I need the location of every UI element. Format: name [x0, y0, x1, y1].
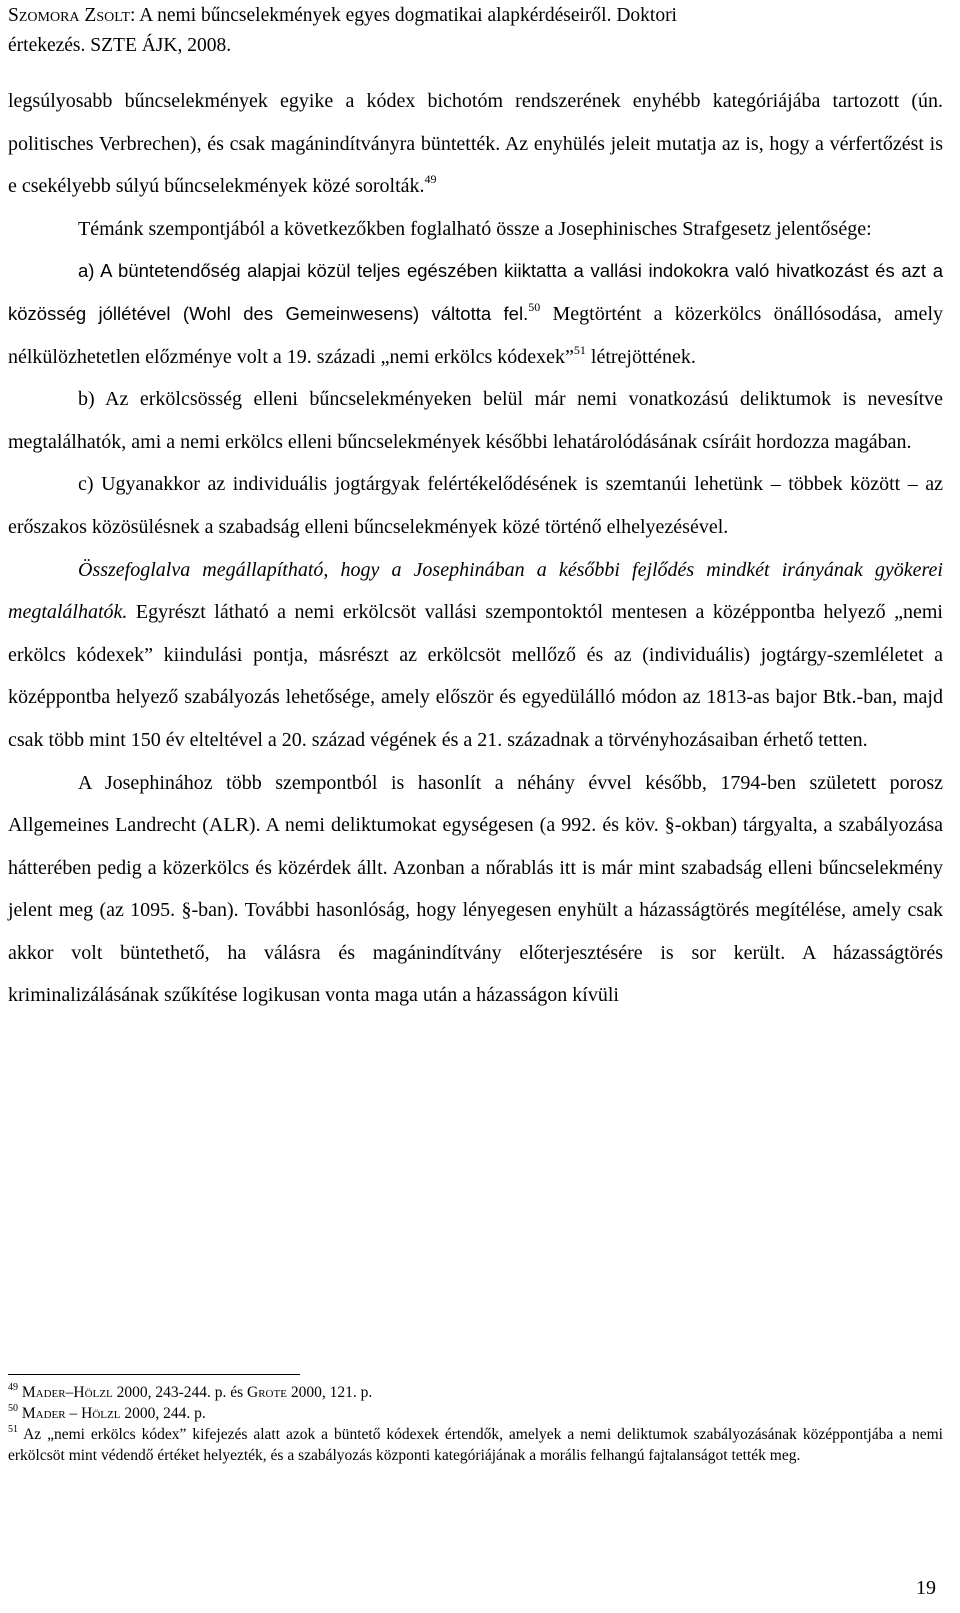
footnote-separator: [8, 1374, 300, 1375]
paragraph: b) Az erkölcsösség elleni bűncselekményeken belül már nemi vonatkozású deliktumok is nevesítve megtalálhatók, ami a nemi erkölcs elleni bűncselekmények későbbi lehatárolódásának csíráit hordozza magában.: [8, 388, 943, 453]
author-initial: S: [8, 5, 19, 26]
page-number: 19: [916, 1577, 936, 1599]
paragraph: Összefoglalva megállapítható, hogy a Josephinában a későbbi fejlődés mindkét irányának gyökerei megtalálhatók. Egyrészt látható a nemi erkölcsöt vallási szempontoktól mentesen a középpontba helyező „nemi erkölcs kódexek” kiindulási pontja, másrészt az erkölcsöt mellőző és az (individuális) jogtárgy-szemléletet a középpontba helyező szabályozás lehetősége, amely először és egyedülálló módon az 1813-as bajor Btk.-ban, majd csak több mint 150 év elteltével a 20. század végének és a 21. századnak a törvényhozásaiban érhető tetten.: [8, 558, 943, 751]
footnote-ref: 51: [573, 342, 586, 357]
footnote: $^{51}$ Az „nemi erkölcs kódex” kifejezés alatt azok a büntető kódexek értendők, amelyek a nemi deliktumok szabályozásának középpontjába a nemi erkölcsöt mint védendő értéket helyezték, és a szabályozás központi kategóriájának a morális felhangú fajtalanságot tették meg.: [8, 1424, 943, 1464]
footnote: $^{50}$ Mader – Hölzl 2000, 244. p.: [8, 1403, 206, 1422]
author-name-smallcaps: solt: [96, 5, 131, 26]
header-title-line2: értekezés. SZTE ÁJK, 2008.: [8, 35, 232, 56]
footnote-ref: 49: [424, 172, 437, 187]
footnote: $^{49}$ Mader–Hölzl 2000, 243-244. p. és Grote 2000, 121. p.: [8, 1382, 373, 1401]
paragraph: Témánk szempontjából a következőkben foglalható össze a Josephinisches Strafgesetz jelentősége:: [78, 217, 872, 240]
author-initial: Z: [84, 5, 97, 26]
emphasis: Összefoglalva megállapítható, hogy a Josephinában a későbbi fejlődés mindkét irányának gyökerei megtalálhatók.: [8, 558, 943, 624]
footnotes: [8, 1382, 943, 1466]
paragraph: c) Ugyanakkor az individuális jogtárgyak felértékelődésének is szemtanúi lehetünk – többek között – az erőszakos közösülésnek a szabadság elleni bűncselekmények közé történő elhelyezésével.: [8, 473, 943, 538]
paragraph: A Josephinához több szempontból is hasonlít a néhány évvel később, 1794-ben született porosz Allgemeines Landrecht (ALR). A nemi deliktumokat egységesen (a 992. és köv. §-okban) tárgyalta, a szabályozása hátterében pedig a közerkölcs és közérdek állt. Azonban a nőrablás itt is már mint szabadság elleni bűncselekmény jelent meg (az 1095. §-ban). További hasonlóság, hogy lényegesen enyhült a házasságtörés megítélése, amely csak akkor volt büntethető, ha válásra és magánindítvány előterjesztésére is sor került. A házasságtörés kriminalizálásának szűkítése logikusan vonta maga után a házasságon kívüli: [8, 771, 943, 1007]
body-text: [8, 80, 943, 1017]
author-name-smallcaps: zomora: [18, 5, 80, 26]
footnote-ref: 50: [528, 299, 541, 314]
paragraph: a) A büntetendőség alapjai közül teljes egészében kiiktatta a vallási indokokra való hivatkozást és azt a közösség jóllétével (Wohl des Gemeinwesens) váltotta fel.$^{50}$ Megtörtént a közerkölcs önállósodása, amely nélkülözhetetlen előzménye volt a 19. századi „nemi erkölcs kódexek”$^{51}$ létrejöttének.: [8, 260, 943, 368]
paragraph: legsúlyosabb bűncselekmények egyike a kódex bichotóm rendszerének enyhébb kategóriájába tartozott (ún. politisches Verbrechen), és csak magánindítványra büntették. Az enyhülés jeleit mutatja az is, hogy a vérfertőzést is e csekélyebb súlyú bűncselekmények közé sorolták.$^{49}$: [8, 90, 943, 198]
running-header: [8, 1, 943, 61]
header-title: : A nemi bűncselekmények egyes dogmatikai alapkérdéseiről. Doktori: [130, 5, 677, 26]
